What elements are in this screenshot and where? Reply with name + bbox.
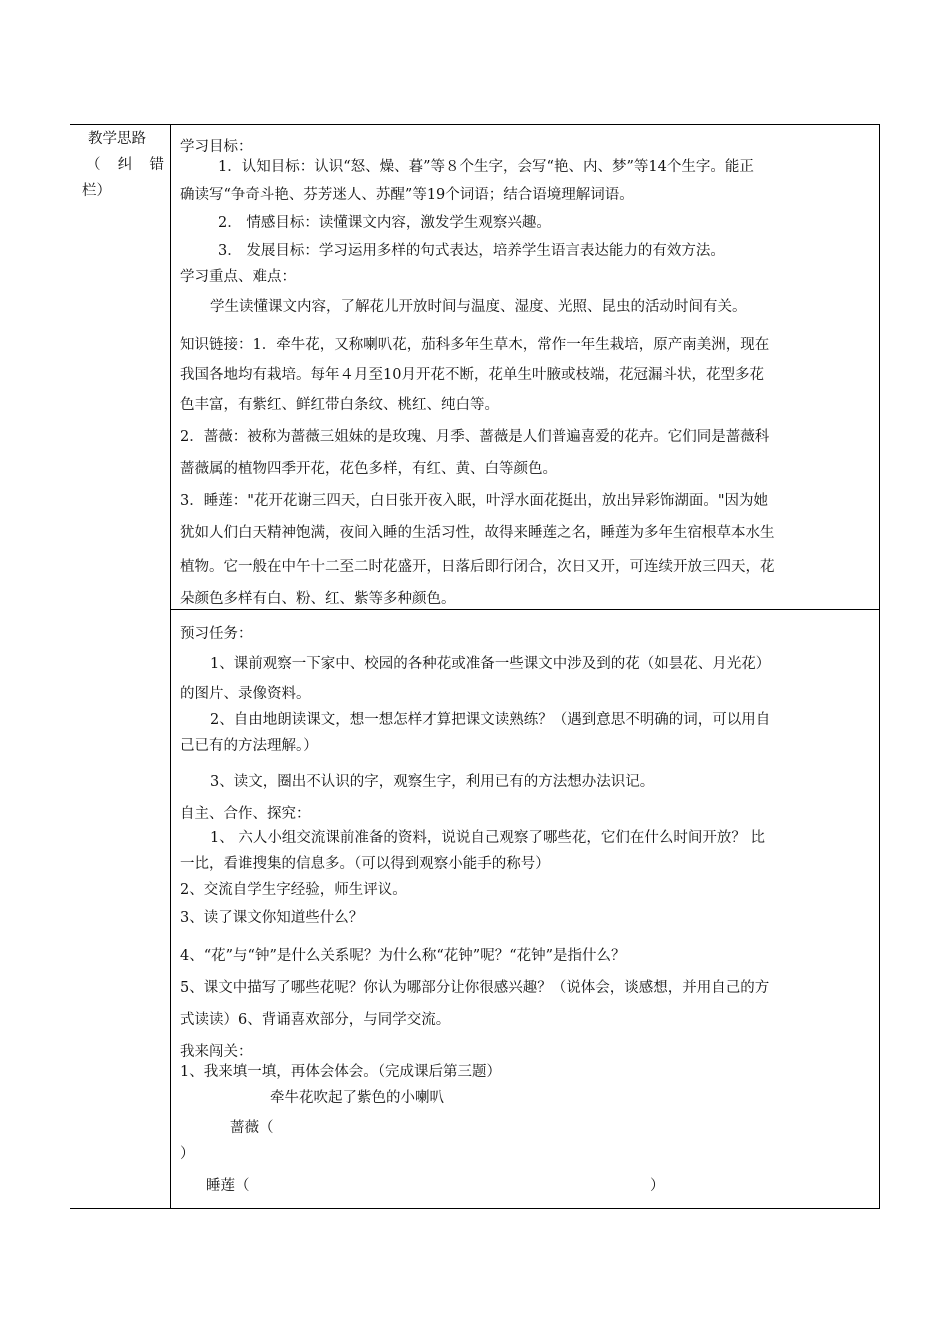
goal-3: 3． 发展目标：学习运用多样的句式表达，培养学生语言表达能力的有效方法。 <box>218 243 725 259</box>
lesson-plan-table <box>70 124 880 1209</box>
link-1-line-b: 我国各地均有栽培。每年４月至10月开花不断，花单生叶腋或枝端，花冠漏斗状，花型多花 <box>180 367 764 383</box>
column-divider <box>170 125 171 1208</box>
goals-heading: 学习目标： <box>180 139 253 155</box>
task-2-line-a: 2、自由地朗读课文，想一想怎样才算把课文读熟练？（遇到意思不明确的词，可以用自 <box>210 712 771 728</box>
link-3-line-d: 朵颜色多样有白、粉、红、紫等多种颜色。 <box>180 591 456 607</box>
goals-section <box>180 125 870 609</box>
explore-1-line-b: 一比，看谁搜集的信息多。（可以得到观察小能手的称号） <box>180 856 550 872</box>
fill-rose-close: ） <box>180 1146 195 1162</box>
fill-task: 1、我来填一填，再体会体会。（完成课后第三题） <box>180 1064 501 1080</box>
fill-lotus: 睡莲（ <box>206 1178 250 1194</box>
link-3-line-a: 3．睡莲："花开花谢三四天，白日张开夜入眠，叶浮水面花挺出，放出异彩饰湖面。"因为她 <box>180 493 769 509</box>
explore-3: 3、读了课文你知道些什么？ <box>180 910 364 926</box>
table-right-border <box>879 125 880 1208</box>
challenge-heading: 我来闯关： <box>180 1044 253 1060</box>
fill-rose: 蔷薇（ <box>230 1120 274 1136</box>
side-label-end: 栏） <box>82 183 111 199</box>
link-2-line-a: 2．蔷薇：被称为蔷薇三姐妹的是玫瑰、月季、蔷薇是人们普遍喜爱的花卉。它们同是蔷薇科 <box>180 429 770 445</box>
link-3-line-c: 植物。它一般在中午十二至二时花盛开，日落后即行闭合，次日又开，可连续开放三四天，花 <box>180 559 775 575</box>
goal-1-line-b: 确读写“争奇斗艳、芬芳迷人、苏醒”等19个词语；结合语境理解词语。 <box>180 187 634 203</box>
side-label-char-b: 错 <box>149 157 164 173</box>
task-1-line-a: 1、课前观察一下家中、校园的各种花或准备一些课文中涉及到的花（如昙花、月光花） <box>210 656 771 672</box>
tasks-section <box>180 610 870 1208</box>
key-points-text: 学生读懂课文内容，了解花儿开放时间与温度、湿度、光照、昆虫的活动时间有关。 <box>210 299 747 315</box>
task-2-line-b: 己已有的方法理解。） <box>180 738 318 754</box>
side-label-title: 教学思路 <box>88 131 146 147</box>
explore-2: 2、交流自学生字经验，师生评议。 <box>180 882 407 898</box>
key-points-heading: 学习重点、难点： <box>180 269 296 285</box>
preview-heading: 预习任务： <box>180 626 253 642</box>
side-label-char-a: 纠 <box>117 157 133 173</box>
goal-1-line-a: 1．认知目标：认识“怒、燥、暮”等８个生字，会写“艳、内、梦”等14个生字。能正 <box>218 159 754 175</box>
goal-2: 2． 情感目标：读懂课文内容，激发学生观察兴趣。 <box>218 215 551 231</box>
explore-5-line-b: 式读读）6、背诵喜欢部分，与同学交流。 <box>180 1012 451 1028</box>
explore-4: 4、“花”与“钟”是什么关系呢？为什么称“花钟”呢？“花钟”是指什么？ <box>180 948 626 964</box>
link-2-line-b: 蔷薇属的植物四季开花，花色多样，有红、黄、白等颜色。 <box>180 461 557 477</box>
link-3-line-b: 犹如人们白天精神饱满，夜间入睡的生活习性，故得来睡莲之名，睡莲为多年生宿根草本水生 <box>180 525 775 541</box>
explore-5-line-a: 5、课文中描写了哪些花呢？你认为哪部分让你很感兴趣？（说体会，谈感想，并用自己的方 <box>180 980 770 996</box>
explore-1-line-a: 1、 六人小组交流课前准备的资料，说说自己观察了哪些花，它们在什么时间开放？ 比 <box>210 830 765 846</box>
task-1-line-b: 的图片、录像资料。 <box>180 686 311 702</box>
fill-lotus-close: ） <box>650 1178 665 1194</box>
side-label-paren: （ <box>86 157 101 173</box>
link-1-line-c: 色丰富，有紫红、鲜红带白条纹、桃红、纯白等。 <box>180 397 499 413</box>
fill-example: 牵牛花吹起了紫色的小喇叭 <box>270 1090 444 1106</box>
side-label-line2 <box>86 153 164 174</box>
explore-heading: 自主、合作、探究： <box>180 806 311 822</box>
link-1-line-a: 知识链接：1．牵牛花，又称喇叭花，茄科多年生草木，常作一年生栽培，原产南美洲，现在 <box>180 337 770 353</box>
task-3: 3、读文，圈出不认识的字，观察生字，利用已有的方法想办法识记。 <box>210 774 655 790</box>
